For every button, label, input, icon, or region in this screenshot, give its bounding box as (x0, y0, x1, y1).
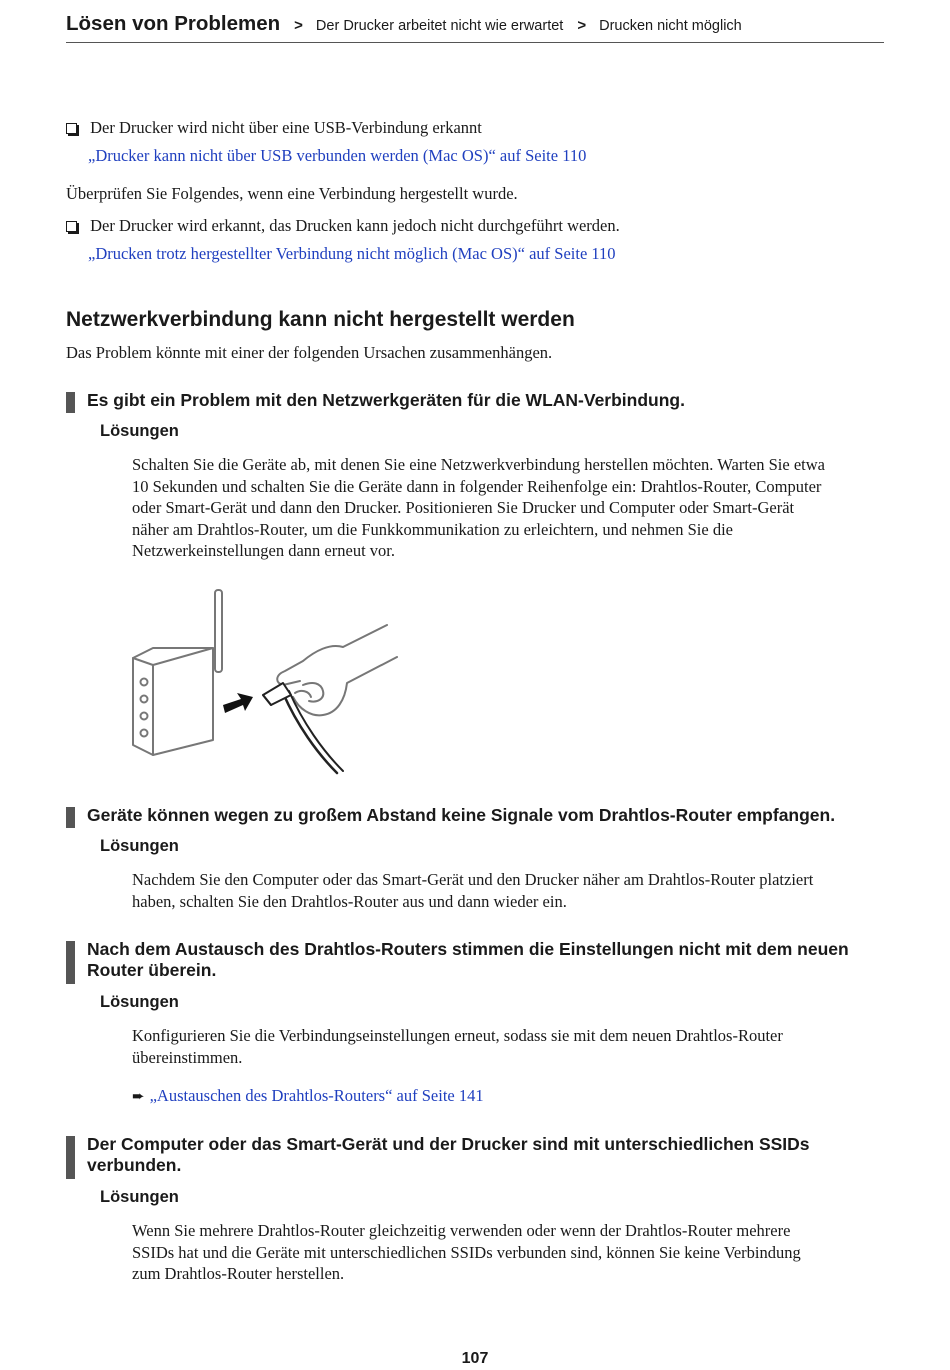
print-bullet (66, 215, 620, 237)
section-bar (66, 807, 75, 828)
text-line: näher am Drahtlos-Router, um die Funkkommunikation zu erleichtern, und nehmen Sie die (132, 519, 733, 539)
router-link-row (132, 1085, 484, 1109)
heading-line: Nach dem Austausch des Drahtlos-Routers stimmen die Einstellungen nicht mit dem neuen (87, 939, 849, 959)
section-heading-wlan: Es gibt ein Problem mit den Netzwerkgeräten für die WLAN-Verbindung. (87, 390, 685, 410)
check-text: Überprüfen Sie Folgendes, wenn eine Verbindung hergestellt wurde. (66, 184, 518, 203)
breadcrumb-separator: > (294, 17, 303, 34)
usb-bullet (66, 117, 482, 139)
heading-line: Router überein. (87, 960, 217, 980)
solution-text-distance (132, 869, 892, 912)
text-line: 10 Sekunden und schalten Sie die Geräte dann in folgender Reihenfolge ein: Drahtlos-Router, Computer (132, 476, 822, 496)
checkbox-bullet-icon (66, 221, 77, 232)
section-bar (66, 941, 75, 984)
text-line: Netzwerkeinstellungen dann erneut vor. (132, 541, 395, 560)
solutions-label: Lösungen (100, 993, 179, 1011)
section-heading-ssid (87, 1134, 810, 1176)
right-arrow-icon: ➨ (132, 1089, 145, 1105)
page-title: Lösen von Problemen (66, 12, 281, 35)
breadcrumb-link-printer-not-working[interactable]: Der Drucker arbeitet nicht wie erwartet (315, 18, 564, 34)
section-heading-router-replaced (87, 939, 849, 981)
solution-text-router-replaced (132, 1025, 892, 1068)
solution-text-ssid (132, 1220, 892, 1285)
solution-text-wlan (132, 454, 892, 562)
breadcrumb-separator: > (577, 17, 587, 34)
usb-link[interactable]: „Drucker kann nicht über USB verbunden werden (Mac OS)“ auf Seite 110 (88, 146, 587, 165)
text-line: übereinstimmen. (132, 1047, 243, 1067)
network-subtext: Das Problem könnte mit einer der folgenden Ursachen zusammenhängen. (66, 343, 553, 362)
network-heading: Netzwerkverbindung kann nicht hergestellt werden (66, 308, 575, 331)
text-line: Konfigurieren Sie die Verbindungseinstellungen erneut, sodass sie mit dem neuen Drahtlos-Router (132, 1026, 783, 1045)
solutions-label: Lösungen (100, 1188, 179, 1206)
section-bar (66, 1136, 75, 1179)
text-line: haben, schalten Sie den Drahtlos-Router aus und dann wieder ein. (132, 891, 567, 911)
text-line: SSIDs hat und die Geräte mit unterschiedlichen SSIDs verbunden sind, können Sie keine Verbindung (132, 1242, 801, 1262)
breadcrumb (66, 12, 884, 43)
text-line: Schalten Sie die Geräte ab, mit denen Sie eine Netzwerkverbindung herstellen möchten. Warten Sie etwa (132, 455, 825, 474)
text-line: Wenn Sie mehrere Drahtlos-Router gleichzeitig verwenden oder wenn der Drahtlos-Router mehrere (132, 1221, 791, 1240)
section-bar (66, 392, 75, 413)
text-line: zum Drahtlos-Router herstellen. (132, 1264, 345, 1283)
text-line: Nachdem Sie den Computer oder das Smart-Gerät und den Drucker näher am Drahtlos-Router platziert (132, 870, 814, 889)
print-bullet-text: Der Drucker wird erkannt, das Drucken kann jedoch nicht durchgeführt werden. (90, 216, 620, 235)
solutions-label: Lösungen (100, 422, 179, 440)
breadcrumb-current: Drucken nicht möglich (599, 18, 742, 34)
heading-line: verbunden. (87, 1155, 182, 1175)
solutions-label: Lösungen (100, 837, 179, 855)
page-number: 107 (461, 1350, 489, 1367)
usb-bullet-text: Der Drucker wird nicht über eine USB-Verbindung erkannt (90, 118, 482, 137)
heading-line: Der Computer oder das Smart-Gerät und der Drucker sind mit unterschiedlichen SSIDs (87, 1134, 810, 1154)
checkbox-bullet-icon (66, 123, 77, 134)
replace-router-link[interactable]: „Austauschen des Drahtlos-Routers“ auf Seite 141 (149, 1086, 484, 1105)
router-cable-plug-illustration (125, 585, 415, 785)
text-line: oder Smart-Gerät und dann den Drucker. Positionieren Sie Drucker und Computer oder Smart-Gerät (132, 498, 795, 517)
print-link[interactable]: „Drucken trotz hergestellter Verbindung nicht möglich (Mac OS)“ auf Seite 110 (88, 244, 616, 263)
section-heading-distance: Geräte können wegen zu großem Abstand keine Signale vom Drahtlos-Router empfangen. (87, 805, 836, 825)
